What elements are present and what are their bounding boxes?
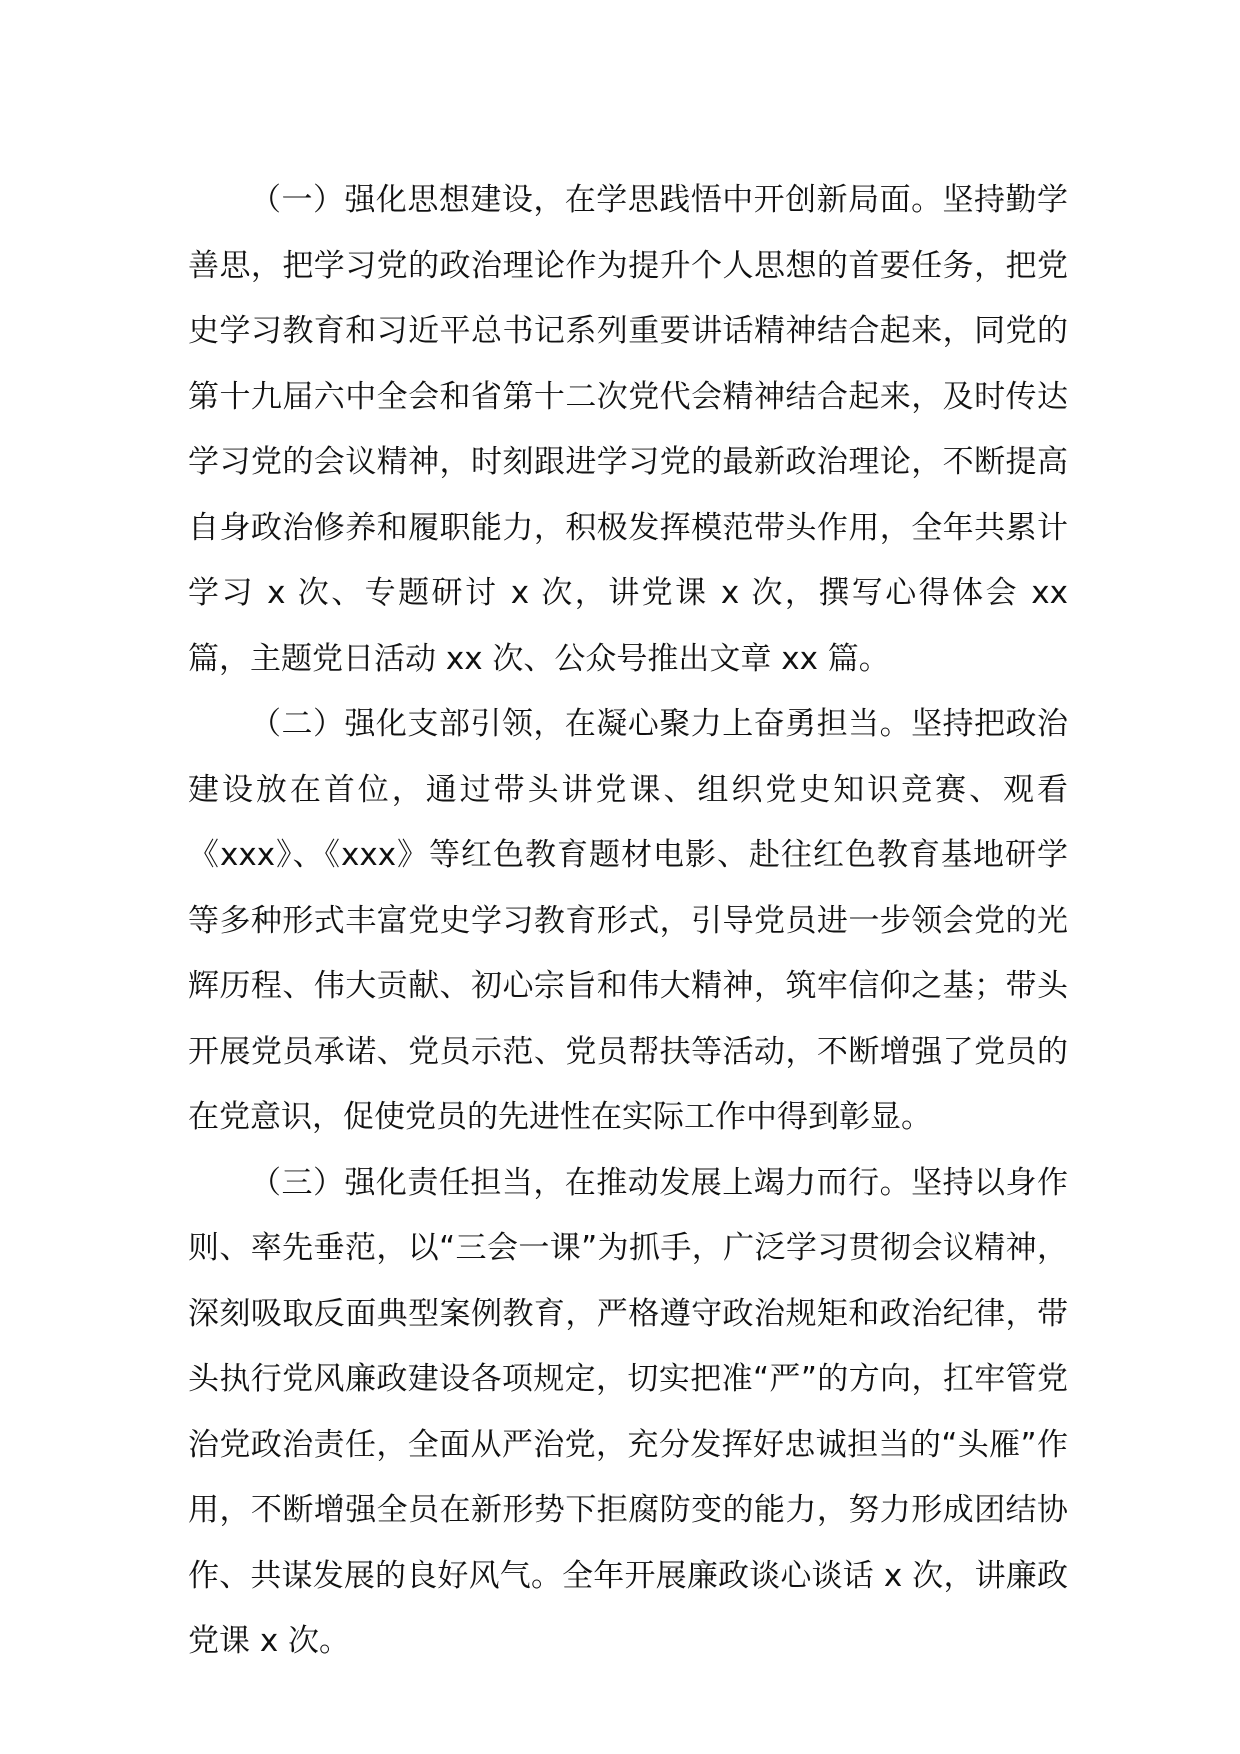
paragraph-3: （三）强化责任担当，在推动发展上竭力而行。坚持以身作则、率先垂范，以“三会一课”为抓手，广泛学习贯彻会议精神，深刻吸取反面典型案例教育，严格遵守政治规矩和政治纪律，带头执行党风廉政建设各项规定，切实把准“严”的方向，扛牢管党治党政治责任，全面从严治党，充分发挥好忠诚担当的“头雁”作用，不断增强全员在新形势下拒腐防变的能力，努力形成团结协作、共谋发展的良好风气。全年开展廉政谈心谈话 x 次，讲廉政党课 x 次。 [188, 1164, 1068, 1659]
document-body [188, 168, 1068, 1675]
paragraph-1: （一）强化思想建设，在学思践悟中开创新局面。坚持勤学善思，把学习党的政治理论作为提升个人思想的首要任务，把党史学习教育和习近平总书记系列重要讲话精神结合起来，同党的第十九届六中全会和省第十二次党代会精神结合起来，及时传达学习党的会议精神，时刻跟进学习党的最新政治理论，不断提高自身政治修养和履职能力，积极发挥模范带头作用，全年共累计学习 x 次、专题研讨 x 次，讲党课 x 次，撰写心得体会 xx 篇，主题党日活动 xx 次、公众号推出文章 xx 篇。 [188, 182, 1068, 677]
paragraph-2: （二）强化支部引领，在凝心聚力上奋勇担当。坚持把政治建设放在首位，通过带头讲党课、组织党史知识竞赛、观看《xxx》、《xxx》等红色教育题材电影、赴往红色教育基地研学等多种形式丰富党史学习教育形式，引导党员进一步领会党的光辉历程、伟大贡献、初心宗旨和伟大精神，筑牢信仰之基；带头开展党员承诺、党员示范、党员帮扶等活动，不断增强了党员的在党意识，促使党员的先进性在实际工作中得到彰显。 [188, 706, 1068, 1135]
